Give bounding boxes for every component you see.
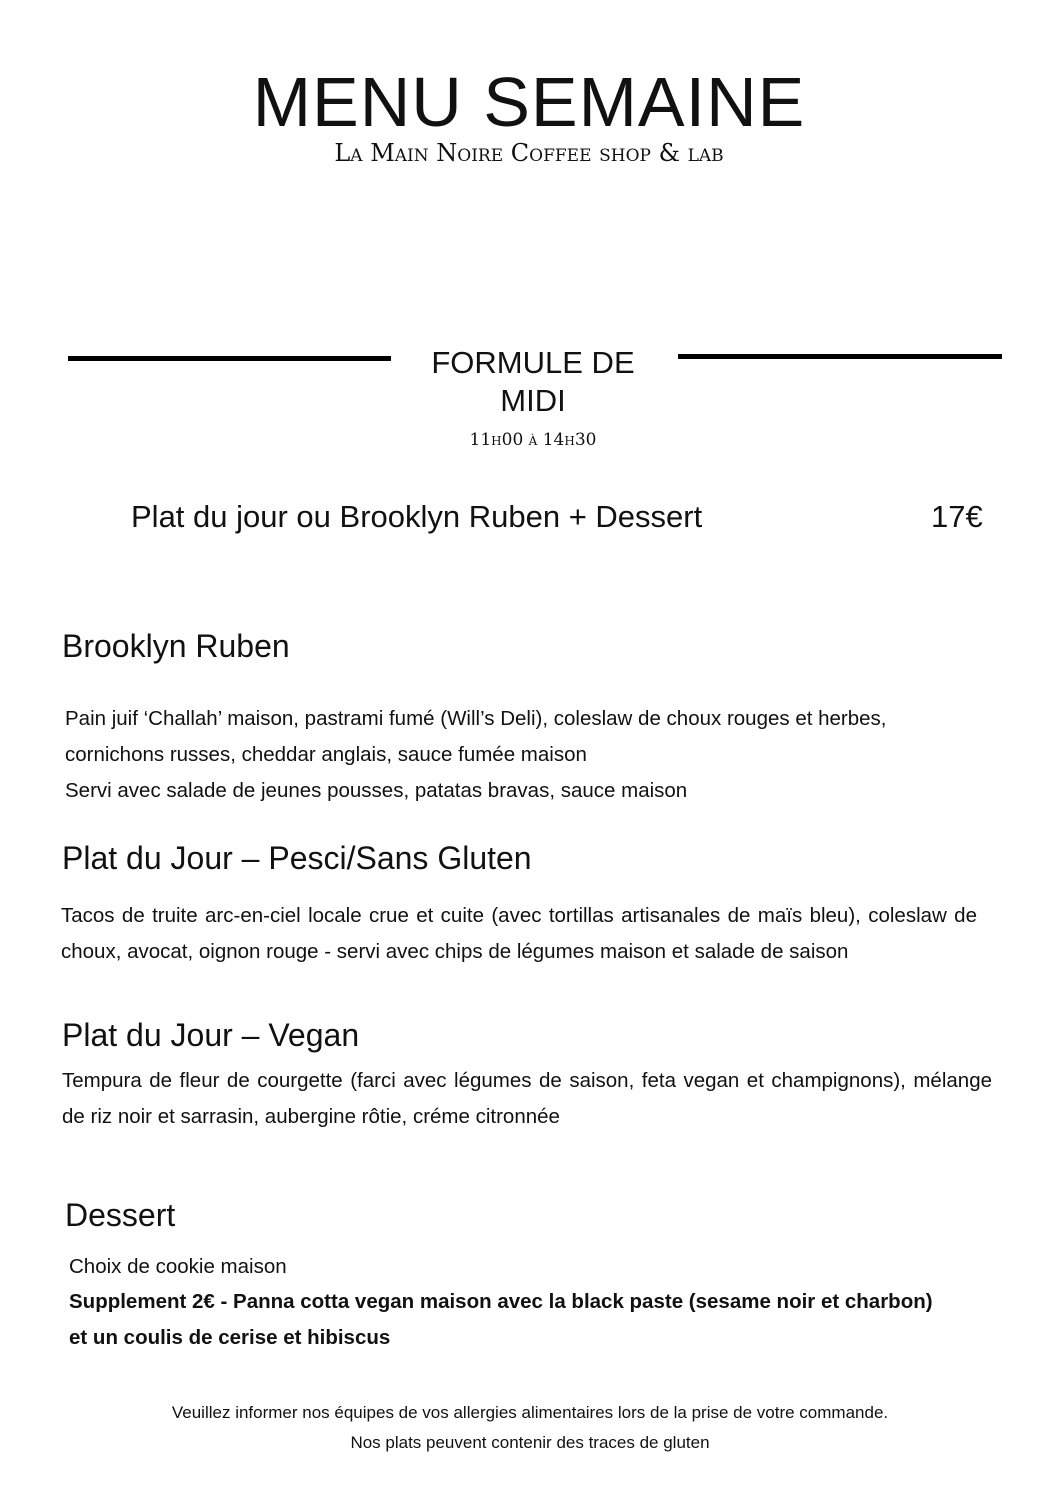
brooklyn-line-1: Pain juif ‘Challah’ maison, pastrami fumé (Will’s Deli), coleslaw de choux rouges et herbes,: [65, 707, 887, 730]
allergy-notice-line1: Veuillez informer nos équipes de vos allergies alimentaires lors de la prise de votre commande.: [171, 1403, 889, 1422]
pesci-description: Tacos de truite arc-en-ciel locale crue et cuite (avec tortillas artisanales de maïs bleu), coleslaw de choux, avocat, oignon rouge - servi avec chips de légumes maison et salade de saison: [61, 904, 977, 963]
vegan-description: Tempura de fleur de courgette (farci avec légumes de saison, feta vegan et champignons), mélange de riz noir et sarrasin, aubergine rôtie, créme citronnée: [62, 1069, 992, 1128]
allergy-notice: [160, 1398, 900, 1458]
dessert-supplement: Supplement 2€ - Panna cotta vegan maison avec la black paste (sesame noir et charbon) et un coulis de cerise et hibiscus: [69, 1290, 933, 1349]
offer-label: Plat du jour ou Brooklyn Ruben + Dessert: [131, 499, 703, 534]
brooklyn-heading: Brooklyn Ruben: [62, 628, 290, 664]
vegan-heading: Plat du Jour – Vegan: [62, 1017, 360, 1053]
brooklyn-description: [65, 701, 995, 809]
formule-title-line1: FORMULE DE: [431, 345, 635, 380]
brooklyn-line-2: cornichons russes, cheddar anglais, sauce fumée maison: [65, 743, 587, 766]
left-divider: [68, 356, 391, 361]
formule-title-line2: MIDI: [500, 383, 566, 418]
formule-hours: 11h00 à 14h30: [469, 430, 597, 450]
formule-title: [400, 344, 666, 420]
restaurant-name: La Main Noire Coffee shop & lab: [334, 139, 724, 167]
menu-title: MENU SEMAINE: [252, 63, 806, 141]
right-divider: [678, 354, 1002, 359]
dessert-cookie: Choix de cookie maison: [69, 1255, 287, 1278]
dessert-heading: Dessert: [65, 1197, 176, 1233]
pesci-heading: Plat du Jour – Pesci/Sans Gluten: [62, 840, 532, 876]
allergy-notice-line2: Nos plats peuvent contenir des traces de gluten: [350, 1433, 710, 1452]
brooklyn-line-3: Servi avec salade de jeunes pousses, patatas bravas, sauce maison: [65, 779, 688, 802]
offer-price: 17€: [931, 499, 983, 534]
